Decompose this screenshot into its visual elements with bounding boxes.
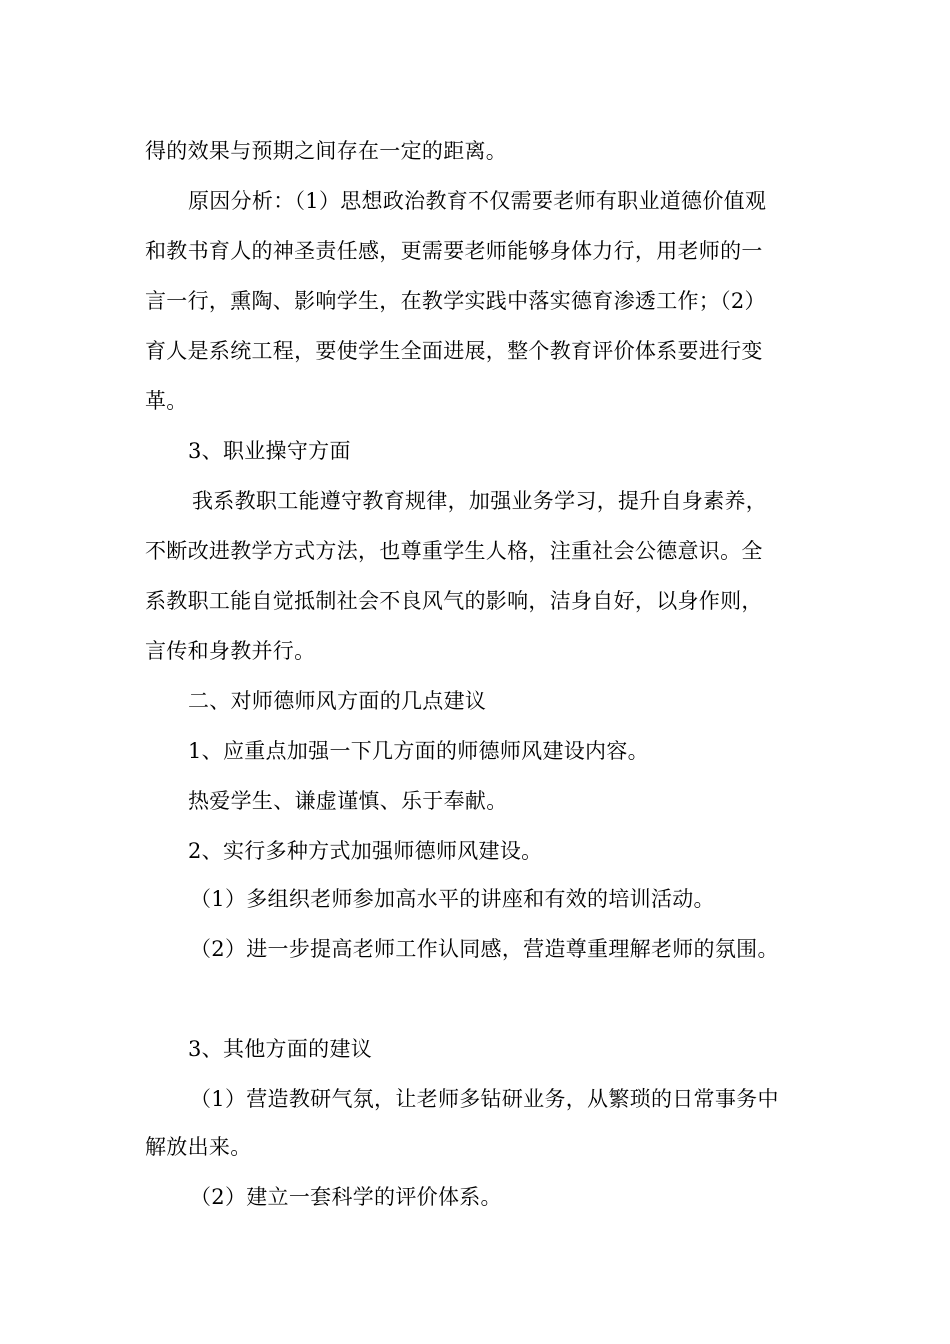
paragraph-line: 革。: [145, 389, 188, 413]
list-item: （2）建立一套科学的评价体系。: [190, 1185, 502, 1209]
section-heading: 3、其他方面的建议: [188, 1037, 373, 1061]
paragraph-line: 和教书育人的神圣责任感，更需要老师能够身体力行，用老师的一: [145, 239, 763, 263]
paragraph-line: 得的效果与预期之间存在一定的距离。: [145, 139, 508, 163]
paragraph-line: 育人是系统工程，要使学生全面进展，整个教育评价体系要进行变: [145, 339, 763, 363]
section-heading: 3、职业操守方面: [188, 439, 351, 463]
paragraph-line: 不断改进教学方式方法，也尊重学生人格，注重社会公德意识。全: [145, 539, 763, 563]
paragraph-line: 系教职工能自觉抵制社会不良风气的影响，洁身自好，以身作则，: [145, 589, 763, 613]
paragraph-line: 热爱学生、谦虚谨慎、乐于奉献。: [188, 789, 508, 813]
paragraph-line: 1、应重点加强一下几方面的师德师风建设内容。: [188, 739, 649, 763]
section-heading: 二、对师德师风方面的几点建议: [188, 689, 487, 713]
paragraph-line: 言传和身教并行。: [145, 639, 316, 663]
list-item: （1）营造教研气氛，让老师多钻研业务，从繁琐的日常事务中: [190, 1087, 779, 1111]
paragraph-line: 原因分析：（1）思想政治教育不仅需要老师有职业道德价值观: [188, 189, 767, 213]
list-item: （2）进一步提高老师工作认同感，营造尊重理解老师的氛围。: [190, 937, 779, 961]
paragraph-line: 我系教职工能遵守教育规律，加强业务学习，提升自身素养，: [192, 489, 768, 513]
paragraph-line: 言一行，熏陶、影响学生，在教学实践中落实德育渗透工作；（2）: [145, 289, 766, 313]
paragraph-line: 解放出来。: [145, 1135, 252, 1159]
paragraph-line: 2、实行多种方式加强师德师风建设。: [188, 839, 543, 863]
list-item: （1）多组织老师参加高水平的讲座和有效的培训活动。: [190, 887, 715, 911]
